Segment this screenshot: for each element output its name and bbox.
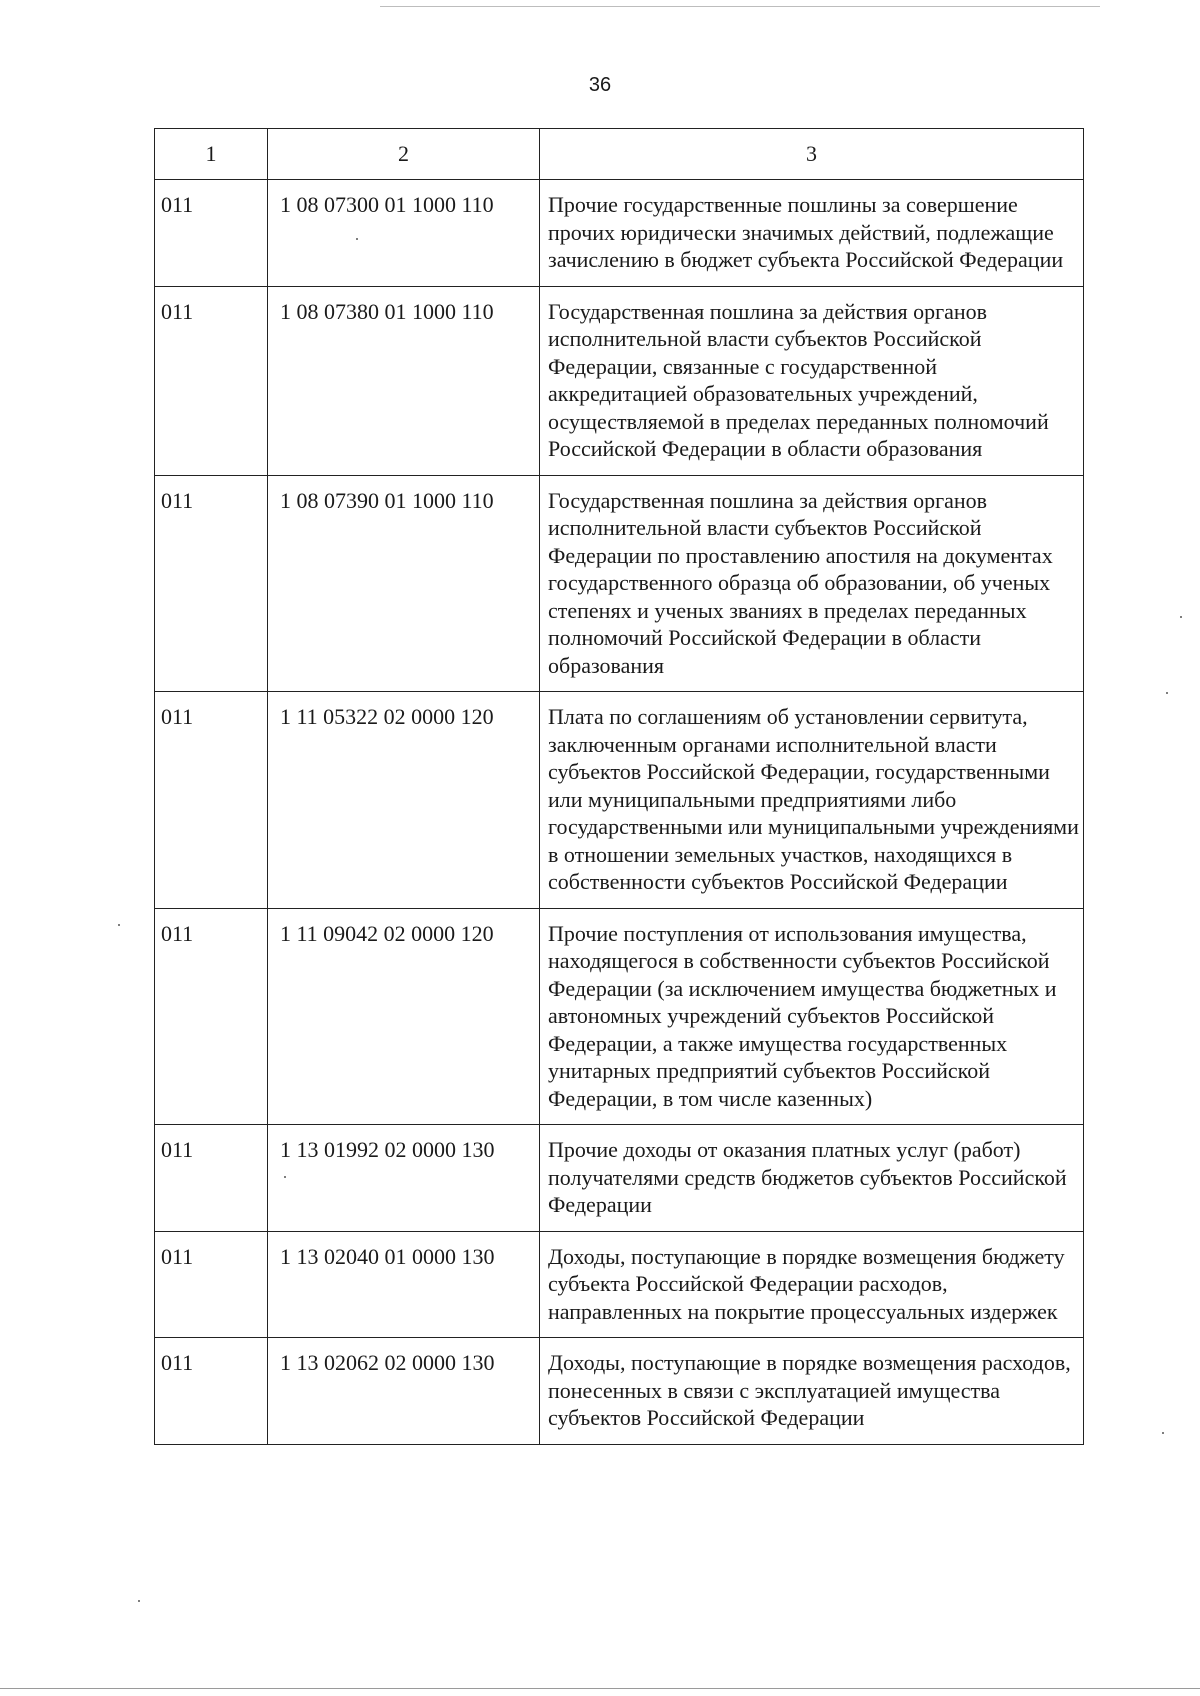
budget-code-cell: 1 13 02040 01 0000 130 [268, 1231, 540, 1338]
budget-code-cell: 1 11 05322 02 0000 120 [268, 692, 540, 909]
table-row [155, 286, 1084, 475]
admin-code-cell: 011 [155, 475, 268, 692]
budget-code-cell: 1 08 07390 01 1000 110 [268, 475, 540, 692]
scan-top-rule [380, 6, 1100, 7]
admin-code-cell: 011 [155, 180, 268, 287]
admin-code-cell: 011 [155, 1338, 268, 1445]
description-cell: Прочие доходы от оказания платных услуг (работ) получателями средств бюджетов субъектов Российской Федерации [540, 1125, 1084, 1232]
description-cell: Государственная пошлина за действия органов исполнительной власти субъектов Российской Федерации по проставлению апостиля на документах государственного образца об образовании, об ученых степенях и ученых званиях в пределах переданных полномочий Российской Федерации в области образования [540, 475, 1084, 692]
description-cell: Прочие государственные пошлины за совершение прочих юридически значимых действий, подлежащие зачислению в бюджет субъекта Российской Федерации [540, 180, 1084, 287]
scan-speck [1166, 692, 1168, 694]
description-cell: Государственная пошлина за действия органов исполнительной власти субъектов Российской Федерации, связанные с государственной аккредитацией образовательных учреждений, осуществляемой в пределах переданных полномочий Российской Федерации в области образования [540, 286, 1084, 475]
scan-speck [118, 924, 120, 926]
admin-code-cell: 011 [155, 692, 268, 909]
scan-speck [138, 1600, 140, 1602]
admin-code-cell: 011 [155, 1125, 268, 1232]
table-row [155, 1338, 1084, 1445]
table-header-row [155, 129, 1084, 180]
admin-code-cell: 011 [155, 908, 268, 1125]
budget-code-cell: 1 13 01992 02 0000 130 [268, 1125, 540, 1232]
table-row [155, 908, 1084, 1125]
scan-speck [356, 238, 358, 240]
scan-bottom-rule [0, 1688, 1200, 1689]
column-header-2: 2 [268, 129, 540, 180]
scan-speck [284, 1176, 286, 1178]
description-cell: Доходы, поступающие в порядке возмещения расходов, понесенных в связи с эксплуатацией имущества субъектов Российской Федерации [540, 1338, 1084, 1445]
table-row [155, 692, 1084, 909]
budget-code-cell: 1 11 09042 02 0000 120 [268, 908, 540, 1125]
description-cell: Плата по соглашениям об установлении сервитута, заключенным органами исполнительной власти субъектов Российской Федерации, государственными или муниципальными предприятиями либо государственными или муниципальными учреждениями в отношении земельных участков, находящихся в собственности субъектов Российской Федерации [540, 692, 1084, 909]
budget-code-cell: 1 13 02062 02 0000 130 [268, 1338, 540, 1445]
page-number: 36 [588, 74, 612, 96]
column-header-1: 1 [155, 129, 268, 180]
budget-code-cell: 1 08 07380 01 1000 110 [268, 286, 540, 475]
scan-speck [1162, 1432, 1164, 1434]
table-row [155, 475, 1084, 692]
admin-code-cell: 011 [155, 286, 268, 475]
budget-code-cell: 1 08 07300 01 1000 110 [268, 180, 540, 287]
scan-speck [1180, 616, 1182, 618]
table-row [155, 1125, 1084, 1232]
description-cell: Прочие поступления от использования имущества, находящегося в собственности субъектов Российской Федерации (за исключением имущества бюджетных и автономных учреждений субъектов Российской Федерации, а также имущества государственных унитарных предприятий субъектов Российской Федерации, в том числе казенных) [540, 908, 1084, 1125]
description-cell: Доходы, поступающие в порядке возмещения бюджету субъекта Российской Федерации расходов, направленных на покрытие процессуальных издержек [540, 1231, 1084, 1338]
income-codes-table [154, 128, 1084, 1445]
table-row [155, 1231, 1084, 1338]
column-header-3: 3 [540, 129, 1084, 180]
admin-code-cell: 011 [155, 1231, 268, 1338]
table-row [155, 180, 1084, 287]
